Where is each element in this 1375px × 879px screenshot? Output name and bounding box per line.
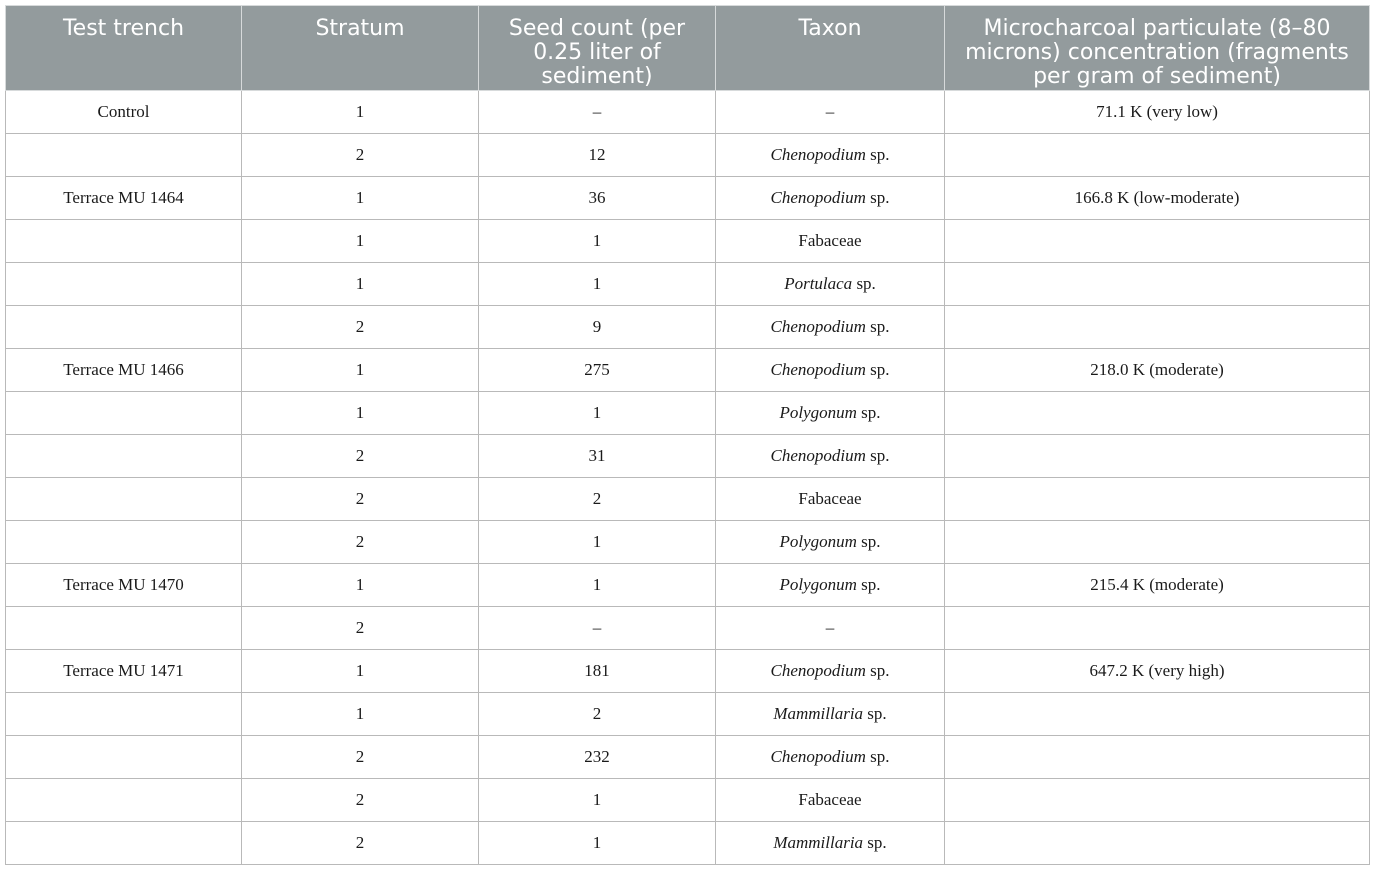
cell-test-trench: Control [6, 91, 242, 134]
cell-seed-count: 12 [479, 134, 716, 177]
taxon-label: – [825, 618, 835, 637]
taxon-genus: Chenopodium [770, 317, 866, 336]
cell-stratum: 1 [242, 650, 479, 693]
cell-test-trench: Terrace MU 1470 [6, 564, 242, 607]
cell-taxon [716, 134, 945, 177]
cell-stratum: 2 [242, 478, 479, 521]
cell-seed-count: 1 [479, 392, 716, 435]
cell-microcharcoal: 218.0 K (moderate) [945, 349, 1370, 392]
cell-test-trench [6, 521, 242, 564]
cell-seed-count: – [479, 607, 716, 650]
cell-seed-count: 1 [479, 779, 716, 822]
header-seed-count: Seed count (per 0.25 liter of sediment) [479, 6, 716, 91]
cell-stratum: 1 [242, 177, 479, 220]
cell-taxon [716, 91, 945, 134]
cell-stratum: 2 [242, 521, 479, 564]
cell-microcharcoal: 71.1 K (very low) [945, 91, 1370, 134]
cell-taxon [716, 306, 945, 349]
cell-stratum: 1 [242, 693, 479, 736]
cell-seed-count: 1 [479, 263, 716, 306]
taxon-genus: Chenopodium [770, 661, 866, 680]
taxon-genus: Portulaca [784, 274, 853, 293]
cell-seed-count: 1 [479, 220, 716, 263]
table-row [6, 693, 1370, 736]
cell-taxon [716, 607, 945, 650]
cell-microcharcoal [945, 736, 1370, 779]
header-stratum: Stratum [242, 6, 479, 91]
taxon-label: sp. [856, 403, 881, 422]
taxon-label: Fabaceae [798, 231, 862, 250]
cell-seed-count: 36 [479, 177, 716, 220]
taxon-label: sp. [852, 274, 876, 293]
cell-taxon [716, 693, 945, 736]
cell-test-trench [6, 220, 242, 263]
cell-stratum: 2 [242, 779, 479, 822]
taxon-genus: Mammillaria [773, 704, 864, 723]
taxon-label: sp. [863, 833, 887, 852]
taxon-label: sp. [865, 747, 890, 766]
table-row [6, 177, 1370, 220]
cell-seed-count: 275 [479, 349, 716, 392]
table-row [6, 650, 1370, 693]
table-row [6, 392, 1370, 435]
table-body [6, 91, 1370, 865]
cell-stratum: 2 [242, 134, 479, 177]
cell-microcharcoal [945, 521, 1370, 564]
cell-stratum: 2 [242, 435, 479, 478]
taxon-label: sp. [856, 575, 881, 594]
cell-test-trench [6, 478, 242, 521]
cell-seed-count: 31 [479, 435, 716, 478]
cell-microcharcoal [945, 693, 1370, 736]
cell-taxon [716, 822, 945, 865]
cell-test-trench [6, 435, 242, 478]
cell-microcharcoal [945, 306, 1370, 349]
cell-test-trench [6, 693, 242, 736]
table-row [6, 435, 1370, 478]
cell-seed-count: 1 [479, 564, 716, 607]
taxon-label: sp. [865, 360, 890, 379]
cell-taxon [716, 564, 945, 607]
cell-stratum: 2 [242, 306, 479, 349]
taxon-label: sp. [865, 446, 890, 465]
cell-seed-count: 2 [479, 478, 716, 521]
cell-stratum: 2 [242, 607, 479, 650]
data-table-container [5, 5, 1369, 865]
cell-stratum: 1 [242, 220, 479, 263]
taxon-label: – [825, 102, 835, 121]
cell-seed-count: 232 [479, 736, 716, 779]
cell-stratum: 1 [242, 564, 479, 607]
taxon-label: sp. [863, 704, 887, 723]
cell-microcharcoal: 647.2 K (very high) [945, 650, 1370, 693]
table-row [6, 478, 1370, 521]
header-microcharcoal: Microcharcoal particulate (8–80 microns) concentration (fragments per gram of sediment) [945, 6, 1370, 91]
cell-seed-count: 1 [479, 822, 716, 865]
table-row [6, 607, 1370, 650]
cell-taxon [716, 736, 945, 779]
cell-test-trench: Terrace MU 1466 [6, 349, 242, 392]
cell-microcharcoal [945, 435, 1370, 478]
table-row [6, 822, 1370, 865]
cell-taxon [716, 177, 945, 220]
cell-test-trench [6, 306, 242, 349]
cell-taxon [716, 220, 945, 263]
cell-stratum: 2 [242, 736, 479, 779]
table-row [6, 220, 1370, 263]
taxon-genus: Polygonum [779, 575, 857, 594]
cell-microcharcoal [945, 220, 1370, 263]
cell-microcharcoal: 215.4 K (moderate) [945, 564, 1370, 607]
cell-microcharcoal [945, 134, 1370, 177]
table-row [6, 263, 1370, 306]
cell-microcharcoal [945, 263, 1370, 306]
cell-test-trench: Terrace MU 1464 [6, 177, 242, 220]
cell-stratum: 2 [242, 822, 479, 865]
header-taxon: Taxon [716, 6, 945, 91]
table-row [6, 349, 1370, 392]
cell-microcharcoal [945, 607, 1370, 650]
cell-microcharcoal [945, 779, 1370, 822]
header-row [6, 6, 1370, 91]
cell-microcharcoal [945, 392, 1370, 435]
table-row [6, 91, 1370, 134]
cell-microcharcoal [945, 478, 1370, 521]
cell-stratum: 1 [242, 392, 479, 435]
taxon-label: Fabaceae [798, 489, 862, 508]
cell-seed-count: 181 [479, 650, 716, 693]
taxon-genus: Chenopodium [770, 188, 866, 207]
taxon-genus: Chenopodium [770, 446, 866, 465]
cell-test-trench [6, 736, 242, 779]
seed-charcoal-table [5, 5, 1370, 865]
cell-test-trench [6, 779, 242, 822]
cell-seed-count: 1 [479, 521, 716, 564]
cell-stratum: 1 [242, 263, 479, 306]
cell-taxon [716, 521, 945, 564]
cell-test-trench [6, 607, 242, 650]
cell-taxon [716, 435, 945, 478]
taxon-label: sp. [865, 317, 890, 336]
table-row [6, 521, 1370, 564]
cell-test-trench [6, 392, 242, 435]
taxon-genus: Chenopodium [770, 145, 866, 164]
cell-taxon [716, 392, 945, 435]
taxon-genus: Mammillaria [773, 833, 864, 852]
cell-seed-count: – [479, 91, 716, 134]
taxon-label: sp. [865, 661, 890, 680]
cell-stratum: 1 [242, 91, 479, 134]
cell-test-trench [6, 134, 242, 177]
cell-test-trench [6, 822, 242, 865]
cell-taxon [716, 478, 945, 521]
taxon-label: sp. [856, 532, 881, 551]
table-header [6, 6, 1370, 91]
cell-test-trench [6, 263, 242, 306]
taxon-label: sp. [865, 145, 890, 164]
table-row [6, 779, 1370, 822]
taxon-genus: Polygonum [779, 403, 857, 422]
table-row [6, 134, 1370, 177]
cell-stratum: 1 [242, 349, 479, 392]
header-test-trench: Test trench [6, 6, 242, 91]
taxon-label: sp. [865, 188, 890, 207]
cell-microcharcoal [945, 822, 1370, 865]
table-row [6, 564, 1370, 607]
taxon-genus: Polygonum [779, 532, 857, 551]
cell-test-trench: Terrace MU 1471 [6, 650, 242, 693]
taxon-genus: Chenopodium [770, 360, 866, 379]
taxon-label: Fabaceae [798, 790, 862, 809]
cell-seed-count: 9 [479, 306, 716, 349]
table-row [6, 736, 1370, 779]
cell-taxon [716, 349, 945, 392]
taxon-genus: Chenopodium [770, 747, 866, 766]
cell-taxon [716, 650, 945, 693]
cell-taxon [716, 779, 945, 822]
cell-seed-count: 2 [479, 693, 716, 736]
table-row [6, 306, 1370, 349]
cell-microcharcoal: 166.8 K (low-moderate) [945, 177, 1370, 220]
cell-taxon [716, 263, 945, 306]
